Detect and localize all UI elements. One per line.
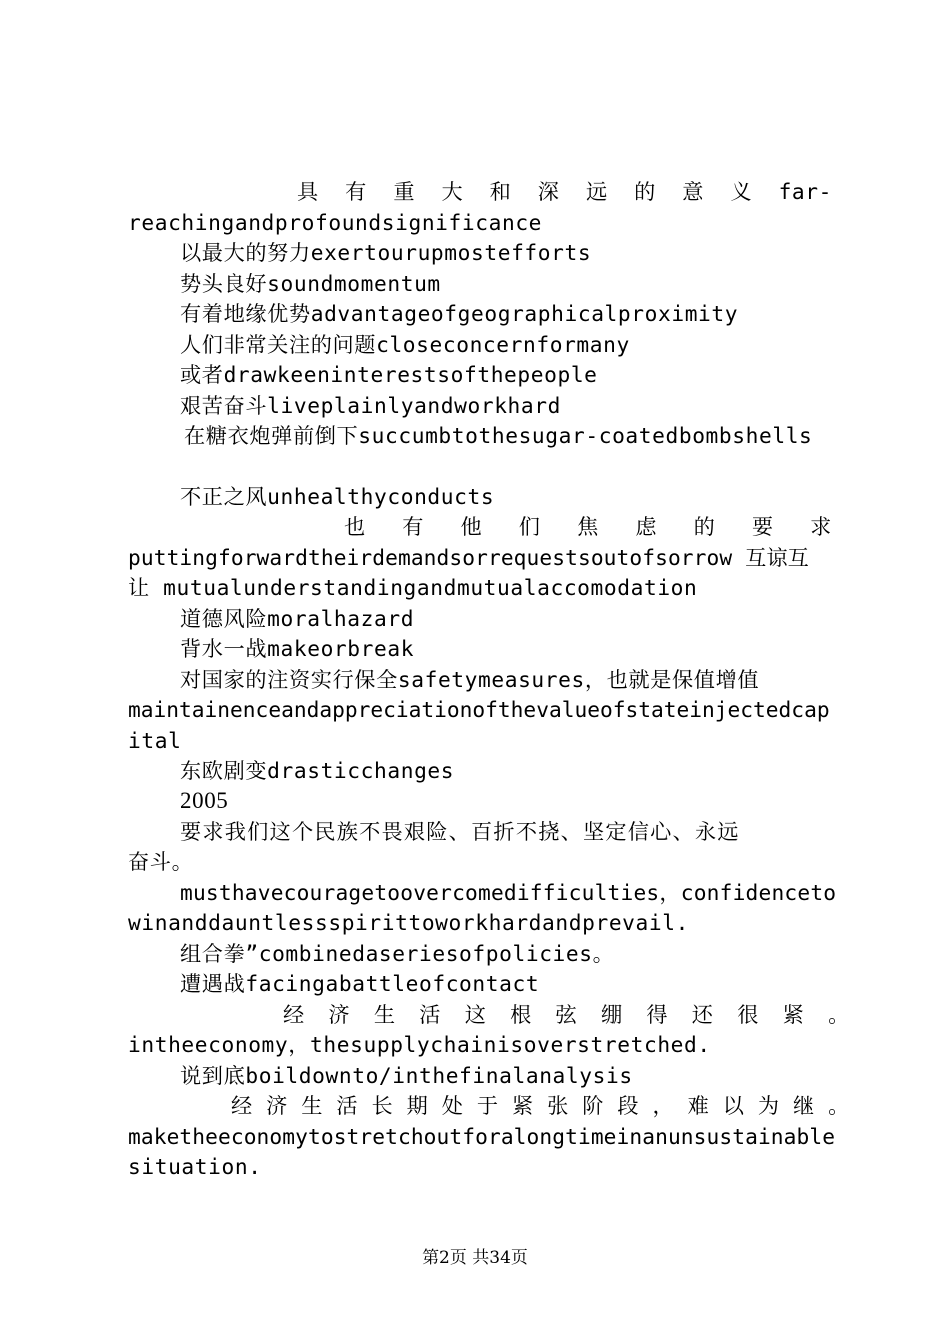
glyph: 虑 [635,514,658,539]
text-line: 东欧剧变drasticchanges [180,758,455,783]
text-line: 要求我们这个民族不畏艰险、百折不挠、坚定信心、永远 [180,819,740,844]
glyph: 这 [464,1002,487,1027]
glyph: 得 [646,1002,669,1027]
glyph: 段 [617,1093,640,1118]
glyph: 很 [737,1002,760,1027]
glyph: 根 [510,1002,532,1027]
text-line: 背水一战makeorbreak [180,636,415,661]
glyph: 要 [751,514,774,539]
glyph: 还 [691,1002,714,1027]
glyph: 经 [231,1093,253,1118]
glyph: 于 [476,1093,499,1118]
glyph: 长 [371,1093,394,1118]
glyph: 有 [402,514,425,539]
glyph: 难 [687,1093,710,1118]
glyph: 具 [297,179,319,204]
glyph: 也 [344,514,366,539]
glyph: 和 [489,179,512,204]
justified-line-3 [283,1000,850,1030]
glyph: 有 [345,179,367,204]
glyph: 处 [441,1093,464,1118]
glyph: 活 [419,1002,442,1027]
glyph: 生 [301,1093,324,1118]
text-line: winanddauntlessspirittoworkhardandprevail. [128,910,689,935]
glyph: 活 [336,1093,359,1118]
glyph: 求 [810,514,832,539]
justified-line-4 [231,1091,850,1121]
glyph: 紧 [782,1002,805,1027]
glyph: 期 [406,1093,429,1118]
glyph: 们 [518,514,541,539]
glyph: 张 [547,1093,569,1118]
text-line: 有着地缘优势advantageofgeographicalproximity [180,301,739,326]
glyph: 。 [828,1093,850,1118]
text-line: 道德风险moralhazard [180,606,415,631]
text-line: puttingforwardtheirdemandsorrequestsoutofsorrow 互谅互 [128,545,809,570]
text-line: 或者drawkeeninterestsofthepeople [180,362,598,387]
text-line: 势头良好soundmomentum [180,271,441,296]
glyph: 义 [730,179,753,204]
glyph: far- [778,179,832,204]
text-line: ital [128,728,182,753]
glyph: 为 [757,1093,780,1118]
text-line: 奋斗。 [128,849,194,874]
text-line: 遭遇战facingabattleofcontact [180,971,540,996]
text-line: 对国家的注资实行保全safetymeasures，也就是保值增值 [180,667,760,692]
text-line: maketheeconomytostretchoutforalongtimeinanunsustainable [128,1124,836,1149]
glyph: 继 [793,1093,815,1118]
text-line: intheeconomy，thesupplychainisoverstretched. [128,1032,711,1057]
glyph: 的 [693,514,716,539]
glyph: 深 [537,179,560,204]
glyph: 重 [393,179,416,204]
text-line: 2005 [180,788,229,813]
glyph: 阶 [582,1093,605,1118]
glyph: 经 [283,1002,305,1027]
glyph: 。 [828,1002,850,1027]
glyph: ， [652,1093,675,1118]
justified-line-2 [344,512,832,542]
text-line: 在糖衣炮弹前倒下succumbtothesugar-coatedbombshells [184,423,813,448]
text-line: situation. [128,1154,262,1179]
glyph: 绷 [600,1002,623,1027]
text-line: 组合拳”combinedaseriesofpolicies。 [180,941,615,966]
glyph: 的 [634,179,656,204]
glyph: 焦 [577,514,599,539]
glyph: 紧 [512,1093,534,1118]
text-line: 不正之风unhealthyconducts [180,484,495,509]
glyph: 弦 [555,1002,578,1027]
justified-line-1 [297,177,832,207]
text-line: maintainenceandappreciationofthevalueofstateinjectedcap [128,697,830,722]
text-line: 以最大的努力exertourupmostefforts [180,240,592,265]
glyph: 远 [585,179,608,204]
glyph: 他 [460,514,483,539]
text-line: 说到底boildownto/inthefinalanalysis [180,1063,633,1088]
page-footer: 第2页 共34页 [422,1248,528,1268]
glyph: 大 [441,179,464,204]
glyph: 意 [682,179,705,204]
text-line: musthavecouragetoovercomedifficulties，confidenceto [180,880,837,905]
text-line: reachingandprofoundsignificance [128,210,543,235]
glyph: 生 [373,1002,396,1027]
text-line: 艰苦奋斗liveplainlyandworkhard [180,393,561,418]
glyph: 以 [722,1093,745,1118]
text-line: 人们非常关注的问题closeconcernformany [180,332,630,357]
glyph: 济 [328,1002,351,1027]
glyph: 济 [266,1093,288,1118]
text-line: 让 mutualunderstandingandmutualaccomodation [128,575,698,600]
